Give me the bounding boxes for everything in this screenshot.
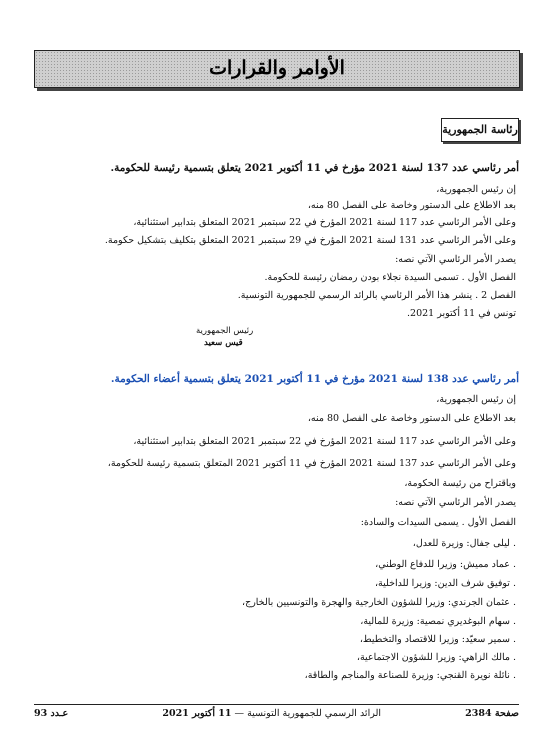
minister-item: . سمير سعيّد: وزيرا للاقتصاد والتخطيط،: [359, 634, 516, 645]
order-2-line: إن رئيس الجمهورية،: [436, 394, 516, 405]
page-header-box: [34, 50, 520, 88]
order-1-line: بعد الاطلاع على الدستور وخاصة على الفصل 80 منه،: [307, 200, 516, 211]
order-1-article: الفصل الأول . تسمى السيدة نجلاء بودن رمضان رئيسة للحكومة.: [264, 272, 516, 283]
minister-item: . مالك الزاهي: وزيرا للشؤون الاجتماعية،: [356, 652, 516, 663]
order-1-line: يصدر الأمر الرئاسي الآتي نصه:: [395, 254, 516, 265]
footer-issue-number: عـدد 93: [34, 708, 69, 719]
order-2-line: بعد الاطلاع على الدستور وخاصة على الفصل 80 منه،: [307, 413, 516, 424]
footer-journal: الرائد الرسمي للجمهورية التونسية: [247, 708, 381, 719]
minister-item: . ليلى جفال: وزيرة للعدل،: [412, 538, 516, 549]
minister-item: . سهام البوغديري نمصية: وزيرة للمالية،: [360, 616, 516, 627]
order-2-line: وعلى الأمر الرئاسي عدد 117 لسنة 2021 المؤرخ في 22 سبتمبر 2021 المتعلق بتدابير استثنائية،: [133, 436, 516, 447]
footer-separator: —: [234, 708, 245, 719]
order-2-line: وعلى الأمر الرئاسي عدد 137 لسنة 2021 المؤرخ في 11 أكتوبر 2021 المتعلق بتسمية رئيسة للحكومة،: [107, 458, 516, 469]
order-2-title: أمر رئاسي عدد 138 لسنة 2021 مؤرخ في 11 أكتوبر 2021 يتعلق بتسمية أعضاء الحكومة.: [110, 373, 519, 385]
minister-item: . عثمان الجرندي: وزيرا للشؤون الخارجية والهجرة والتونسيين بالخارج،: [242, 597, 516, 608]
order-2-line: يصدر الأمر الرئاسي الآتي نصه:: [395, 497, 516, 508]
section-heading: رئاسة الجمهورية: [441, 118, 519, 142]
order-1-line: وعلى الأمر الرئاسي عدد 131 لسنة 2021 المؤرخ في 29 سبتمبر 2021 المتعلق بتكليف بتشكيل حكومة.: [104, 235, 516, 246]
order-1-line: وعلى الأمر الرئاسي عدد 117 لسنة 2021 المؤرخ في 22 سبتمبر 2021 المتعلق بتدابير استثنائية،: [133, 217, 516, 228]
minister-item: . نائلة نويرة القنجي: وزيرة للصناعة والمناجم والطاقة،: [304, 670, 516, 681]
footer-page-number: صفحة 2384: [465, 708, 519, 719]
order-2-line: وباقتراح من رئيسة الحكومة،: [404, 478, 516, 489]
order-1-title: أمر رئاسي عدد 137 لسنة 2021 مؤرخ في 11 أكتوبر 2021 يتعلق بتسمية رئيسة للحكومة.: [110, 162, 519, 174]
minister-item: . توفيق شرف الدين: وزيرا للداخلية،: [374, 578, 516, 589]
footer-date: 11 أكتوبر 2021: [162, 708, 232, 719]
page-header-title: الأوامر والقرارات: [209, 57, 345, 79]
footer-journal-name: [162, 708, 381, 719]
footer-rule: [34, 704, 519, 705]
order-1-date: تونس في 11 أكتوبر 2021.: [407, 308, 516, 319]
order-2-article: الفصل الأول . يسمى السيدات والسادة:: [360, 517, 516, 528]
signature-role: رئيس الجمهورية: [196, 326, 254, 336]
signature-name: قيس سعيد: [204, 338, 243, 348]
minister-item: . عماد مميش: وزيرا للدفاع الوطني،: [375, 559, 516, 570]
order-1-article: الفصل 2 . ينشر هذا الأمر الرئاسي بالرائد الرسمي للجمهورية التونسية.: [237, 290, 516, 301]
order-1-line: إن رئيس الجمهورية،: [436, 184, 516, 195]
